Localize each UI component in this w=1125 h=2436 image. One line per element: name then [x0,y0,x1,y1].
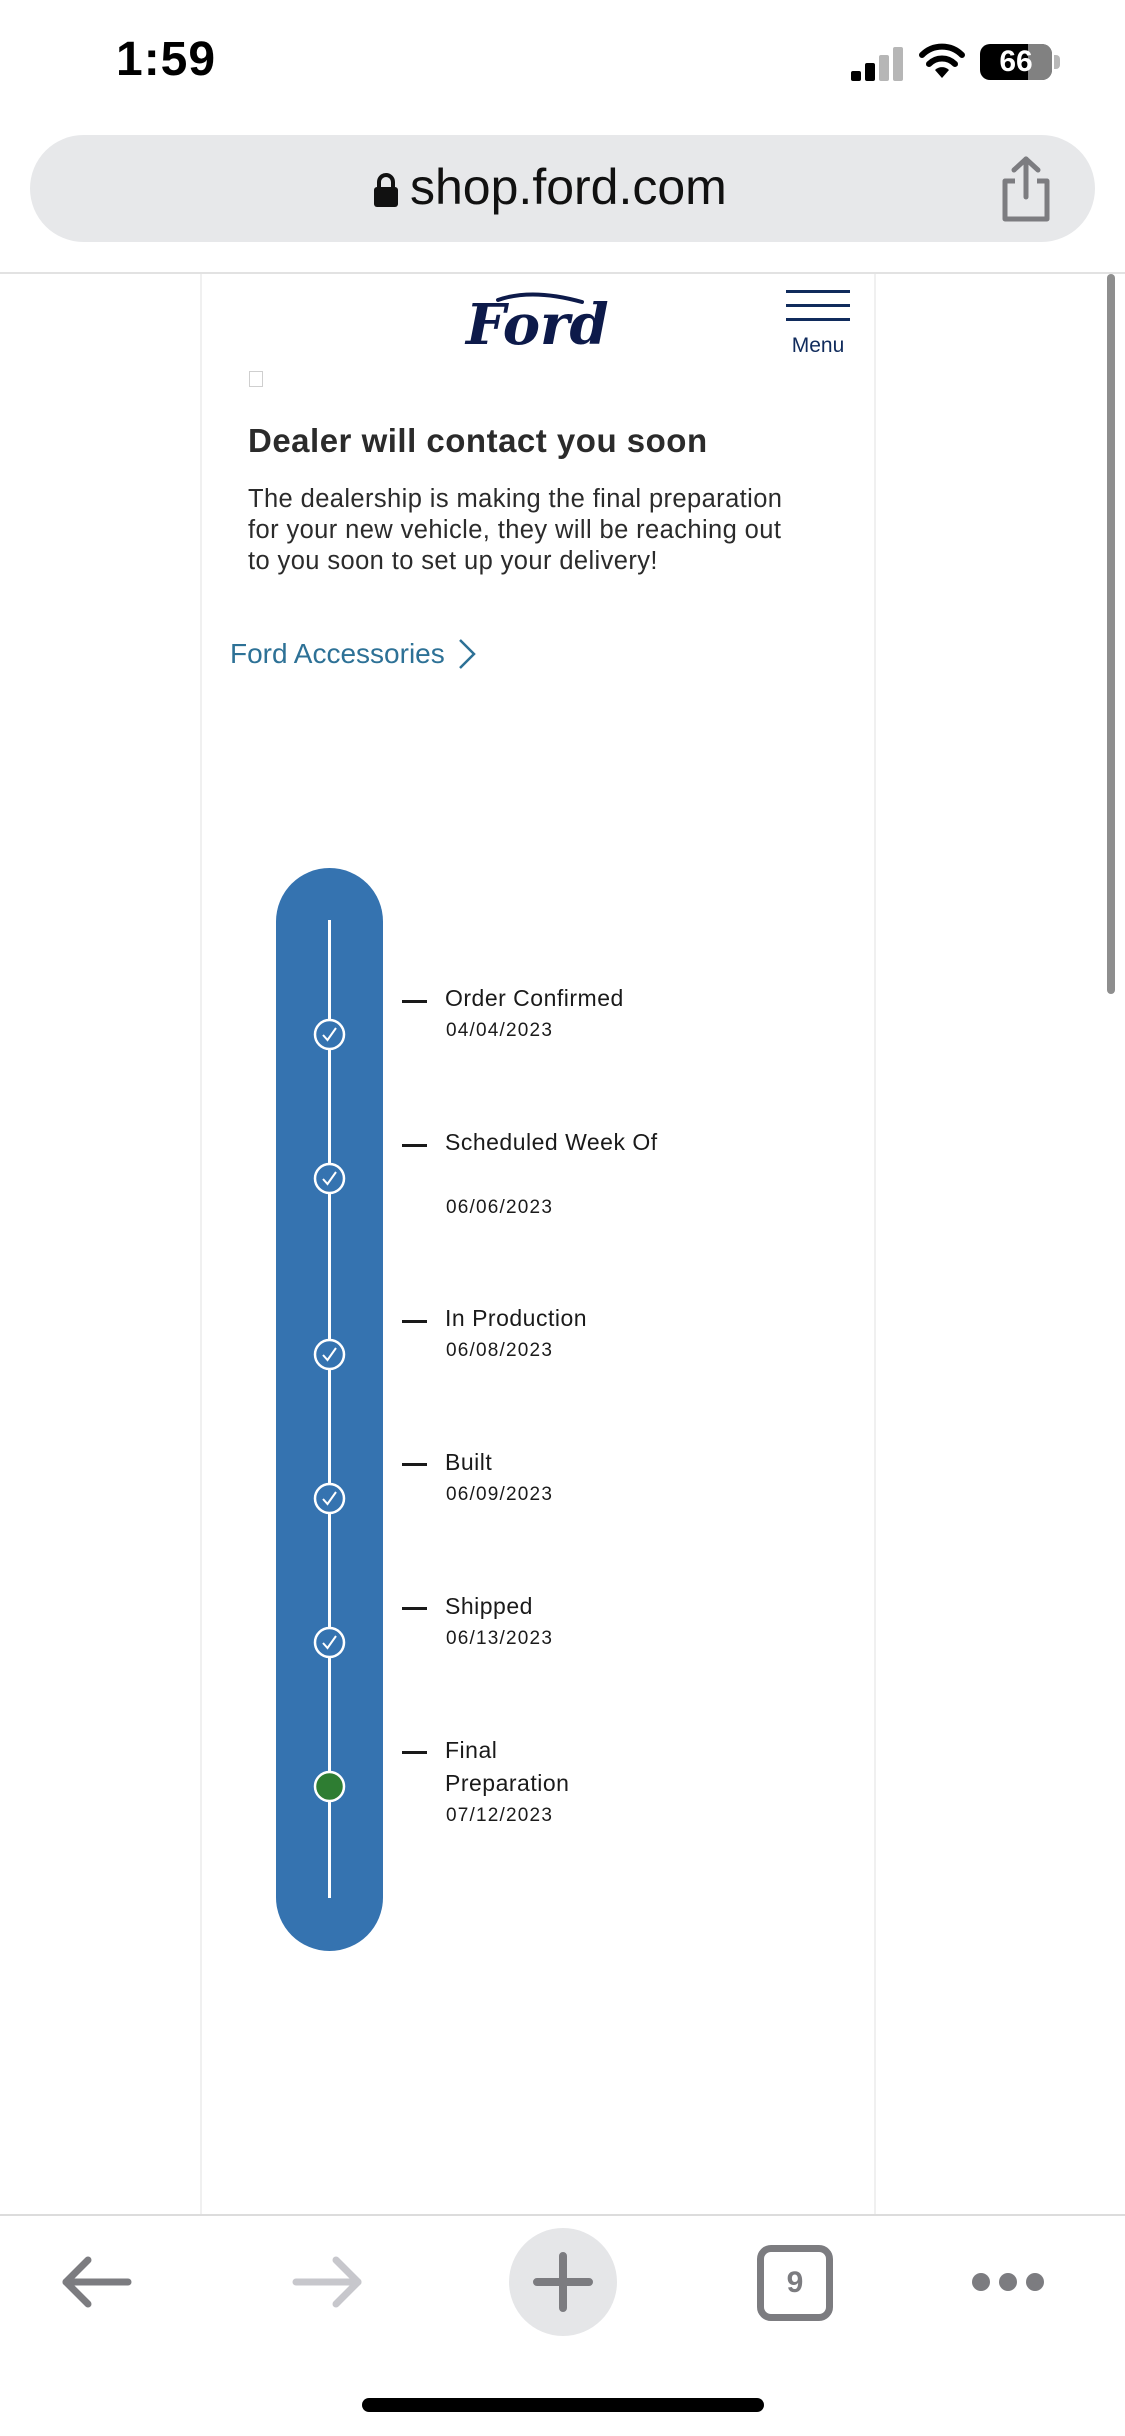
ford-logo-text: Ford [466,292,609,358]
step-date: 04/04/2023 [446,1020,554,1041]
status-bar [0,0,1125,130]
step-dash [402,1000,427,1003]
step-date: 06/13/2023 [446,1628,554,1649]
forward-arrow-icon[interactable] [292,2254,366,2310]
timeline-track [328,920,331,1898]
new-tab-button[interactable] [509,2228,617,2336]
step-dash [402,1607,427,1610]
share-icon[interactable] [995,155,1057,223]
check-circle-icon [313,1162,346,1195]
step-dash [402,1320,427,1323]
tabs-button[interactable] [757,2245,833,2321]
check-circle-icon [313,1338,346,1371]
notice-body: The dealership is making the final preparation for your new vehicle, they will be reaching out to you soon to set up your delivery! [248,485,783,575]
step-label: Scheduled Week Of [445,1129,658,1155]
step-date: 06/09/2023 [446,1484,554,1505]
ford-accessories-label: Ford Accessories [230,638,445,669]
step-date: 06/08/2023 [446,1340,554,1361]
menu-line [786,290,850,293]
step-dash [402,1463,427,1466]
step-date: 06/06/2023 [446,1197,554,1218]
step-label: In Production [445,1305,588,1331]
lock-icon [373,172,399,208]
tab-count: 9 [786,2266,804,2299]
cellular-signal-icon [851,47,905,81]
step-label: Built [445,1449,493,1475]
step-label: Order Confirmed [445,985,624,1011]
home-indicator[interactable] [362,2398,764,2412]
step-dash [402,1144,427,1147]
plus-icon [509,2228,617,2336]
menu-button[interactable] [780,290,860,370]
notice-heading: Dealer will contact you soon [248,422,708,459]
step-date: 07/12/2023 [446,1805,554,1826]
ford-accessories-link[interactable] [230,638,477,670]
wifi-icon [918,42,966,80]
check-circle-icon [313,1626,346,1659]
url-text[interactable]: shop.ford.com [410,159,727,215]
battery-nub [1054,55,1060,69]
battery-indicator [980,44,1052,80]
check-circle-icon [313,1018,346,1051]
check-circle-icon [313,1482,346,1515]
status-time: 1:59 [116,33,217,86]
more-options-icon[interactable] [971,2270,1045,2294]
chevron-right-icon [457,638,477,670]
menu-line [786,304,850,307]
ford-logo[interactable] [462,290,618,360]
current-step-dot-icon [313,1770,346,1803]
step-label: Final Preparation [445,1737,570,1796]
step-dash [402,1751,427,1754]
step-label: Shipped [445,1593,533,1619]
back-arrow-icon[interactable] [58,2254,132,2310]
menu-label: Menu [791,334,845,357]
menu-line [786,318,850,321]
broken-image-placeholder [249,371,263,387]
scrollbar[interactable] [1107,274,1115,994]
battery-level: 66 [999,45,1033,78]
